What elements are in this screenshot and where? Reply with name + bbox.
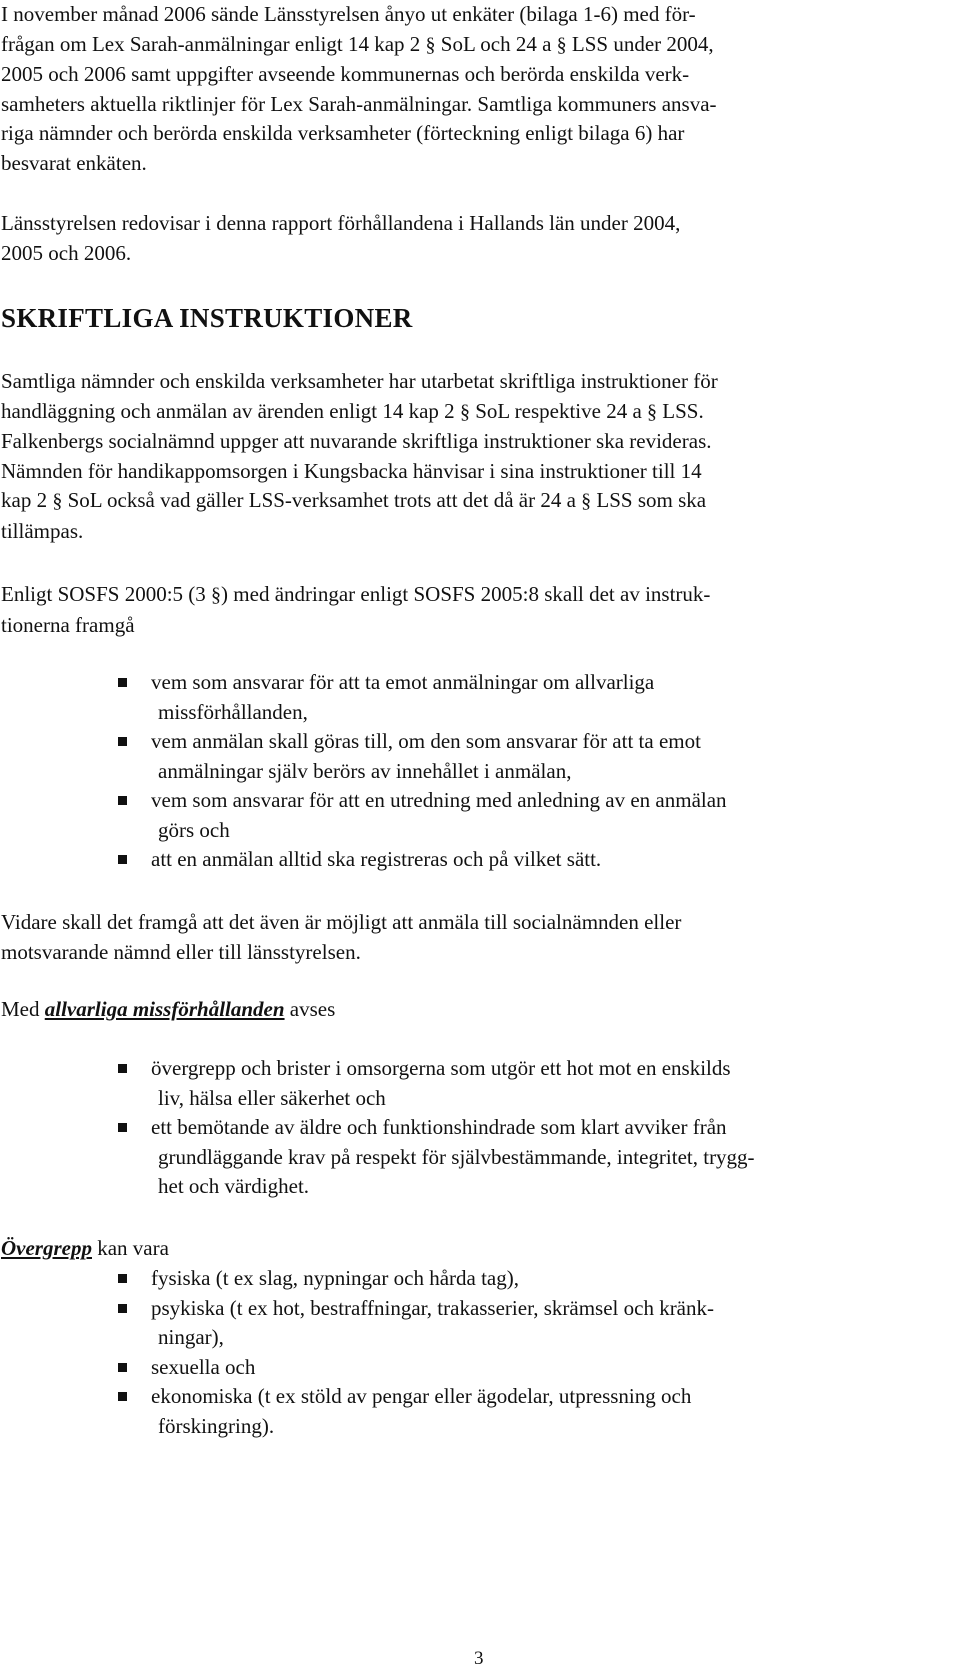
report-paragraph: Länsstyrelsen redovisar i denna rapport förhållandena i Hallands län under 2004, 2005 och 2006. (1, 211, 681, 265)
bullet-square-icon (118, 678, 127, 687)
list-item: övergrepp och brister i omsorgerna som utgör ett hot mot en enskilds liv, hälsa eller säkerhet och (0, 1054, 945, 1113)
bullet-square-icon (118, 1064, 127, 1073)
list-item: ett bemötande av äldre och funktionshindrade som klart avviker från grundläggande krav på respekt för självbestämmande, integritet, trygg- het och värdighet. (0, 1113, 945, 1202)
bullet-square-icon (118, 1392, 127, 1401)
allvarliga-intro: Med allvarliga missförhållanden avses (1, 997, 336, 1021)
list-item: ekonomiska (t ex stöld av pengar eller ägodelar, utpressning och förskingring). (0, 1382, 945, 1441)
list-item: vem anmälan skall göras till, om den som ansvarar för att ta emot anmälningar själv berörs av innehållet i anmälan, (0, 727, 945, 786)
page-number: 3 (474, 1648, 484, 1669)
intro-paragraph: I november månad 2006 sände Länsstyrelsen ånyo ut enkäter (bilaga 1-6) med för- frågan om Lex Sarah-anmälningar enligt 14 kap 2 § SoL och 24 a § LSS under 2004, 2005 och 2006 samt uppgifter avseende kommunernas och berörda enskilda verk- samheters aktuella riktlinjer för Lex Sarah-anmälningar. Samtliga kommuners ansva- riga nämnder och berörda enskilda verksamheter (förteckning enligt bilaga 6) har besvarat enkäten. (1, 2, 717, 175)
instruction-requirements-list (0, 668, 945, 875)
overgrepp-list (0, 1264, 945, 1441)
list-item: fysiska (t ex slag, nypningar och hårda tag), (0, 1264, 945, 1294)
list-item: att en anmälan alltid ska registreras och på vilket sätt. (0, 845, 945, 875)
bullet-square-icon (118, 796, 127, 805)
section-heading: SKRIFTLIGA INSTRUKTIONER (1, 303, 413, 333)
bullet-square-icon (118, 855, 127, 864)
bullet-square-icon (118, 1363, 127, 1372)
bullet-square-icon (118, 1304, 127, 1313)
term-allvarliga-missforhallanden: allvarliga missförhållanden (44, 997, 285, 1021)
list-item: psykiska (t ex hot, bestraffningar, trakasserier, skrämsel och kränk- ningar), (0, 1294, 945, 1353)
term-overgrepp: Övergrepp (1, 1236, 92, 1260)
sosfs-paragraph: Enligt SOSFS 2000:5 (3 §) med ändringar enligt SOSFS 2005:8 skall det av instruk- tionerna framgå (1, 582, 711, 637)
list-item: vem som ansvarar för att ta emot anmälningar om allvarliga missförhållanden, (0, 668, 945, 727)
bullet-square-icon (118, 1123, 127, 1132)
list-item: vem som ansvarar för att en utredning med anledning av en anmälan görs och (0, 786, 945, 845)
further-paragraph: Vidare skall det framgå att det även är möjligt att anmäla till socialnämnden eller motsvarande nämnd eller till länsstyrelsen. (1, 910, 682, 964)
bullet-square-icon (118, 1274, 127, 1283)
list-item: sexuella och (0, 1353, 945, 1383)
allvarliga-list (0, 1054, 945, 1202)
overgrepp-intro: Övergrepp kan vara (1, 1236, 169, 1260)
instructions-paragraph: Samtliga nämnder och enskilda verksamheter har utarbetat skriftliga instruktioner för handläggning och anmälan av ärenden enligt 14 kap 2 § SoL respektive 24 a § LSS. Falkenbergs socialnämnd uppger att nuvarande skriftliga instruktioner ska revideras. Nämnden för handikappomsorgen i Kungsbacka hänvisar i sina instruktioner till 14 kap 2 § SoL också vad gäller LSS-verksamhet trots att det då är 24 a § LSS som ska tillämpas. (1, 369, 718, 543)
bullet-square-icon (118, 737, 127, 746)
